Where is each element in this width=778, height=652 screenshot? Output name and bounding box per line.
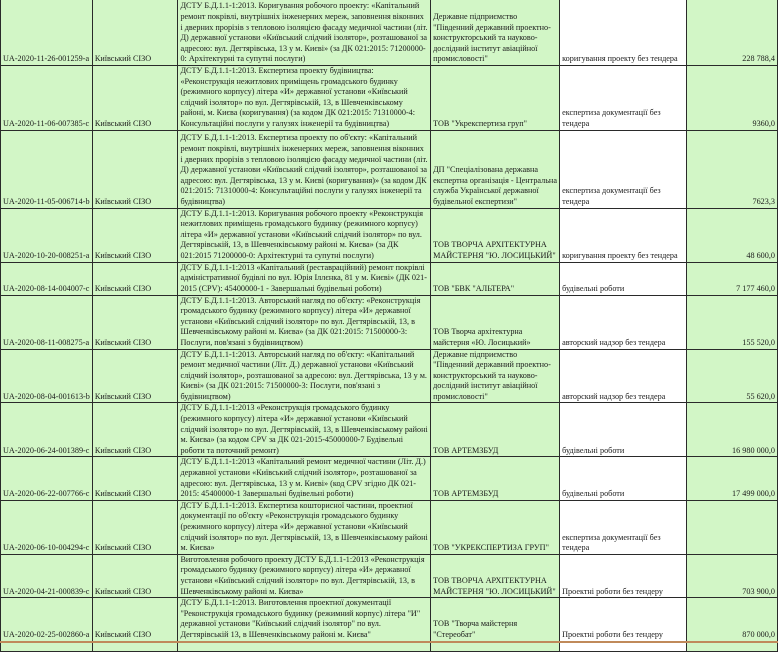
empty-cell: [92, 642, 178, 652]
supplier-cell[interactable]: Державне підприємство "Південний державний проектно-конструкторський та науково-дослідний інститут авіаційної промисловості": [431, 349, 560, 403]
amount-cell[interactable]: 7 177 460,0: [686, 262, 777, 295]
procedure-cell[interactable]: будівельні роботи: [560, 403, 687, 457]
procedure-cell[interactable]: будівельні роботи: [560, 457, 687, 500]
subject-cell[interactable]: ДСТУ Б.Д.1.1-1:2013 «Реконструкція громадського будинку (режимного корпусу) літера «И» державної установи «Київський слідчий ізолятор» по вул. Дегтярівській, 13, в Шевченківському районі м. Києва» (за кодом CPV за ДК 021-2015-45000000-7 Будівельні роботи та поточний ремонт): [178, 403, 431, 457]
tender-id-cell[interactable]: UA-2020-10-20-008251-a: [1, 208, 93, 262]
supplier-cell[interactable]: ТОВ АРТЕМЗБУД: [431, 457, 560, 500]
amount-cell[interactable]: 155 520,0: [686, 295, 777, 349]
table-row: [1, 295, 778, 349]
amount-cell[interactable]: 228 788,4: [686, 0, 777, 66]
empty-cell: [178, 642, 431, 652]
table-row-partial: [1, 642, 778, 652]
customer-cell[interactable]: Київський СІЗО: [92, 500, 178, 554]
supplier-cell[interactable]: ТОВ "БВК "АЛЬТЕРА": [431, 262, 560, 295]
amount-cell[interactable]: [686, 500, 777, 554]
tender-id-cell[interactable]: UA-2020-11-05-006714-b: [1, 130, 93, 208]
tender-id-cell[interactable]: UA-2020-11-06-007385-c: [1, 66, 93, 131]
tender-id-cell[interactable]: UA-2020-08-04-001613-b: [1, 349, 93, 403]
subject-cell[interactable]: ДСТУ Б.Д.1.1-1:2013. Коригування робочого проекту «Реконструкція нежитлових приміщень громадського будинку (режимного корпусу) літера «И» державної установи «Київський слідчий ізолятор» по вул. Дегтярівській, 13, в Шевченківському районі м. Києва» (за ДК 021:2015 71200000-0: Архітектурні та супутні послуги): [178, 208, 431, 262]
amount-cell[interactable]: 870 000,0: [686, 598, 777, 642]
empty-cell: [1, 642, 93, 652]
subject-cell[interactable]: ДСТУ Б.Д.1.1-1:2013. Виготовлення проектної документації "Реконструкція громадського будинку (режимний корпус) літера "И" державної установи "Київський слідчий ізолятор" по вул. Дегтярівській 13, в Шевченківському районі м. Києва": [178, 598, 431, 642]
supplier-cell[interactable]: ДП "Спеціалізована державна експертна організація - Центральна служба Української державної будівельної експертизи": [431, 130, 560, 208]
subject-cell[interactable]: Виготовлення робочого проекту ДСТУ Б.Д.1.1-1:2013 «Реконструкція громадського будинку (режимного корпусу) літера «И» державної установи «Київський слідчий ізолятор» по вул. Дегтярівській, 13, в Шевченківському районі м. Києва»: [178, 554, 431, 597]
supplier-cell[interactable]: Державне підприємство "Південний державний проектно-конструкторський та науково-дослідний інститут авіаційної промисловості": [431, 0, 560, 66]
tender-id-cell[interactable]: UA-2020-04-21-000839-c: [1, 554, 93, 597]
procedure-cell[interactable]: Проектні роботи без тендеру: [560, 554, 687, 597]
table-row: [1, 457, 778, 500]
subject-cell[interactable]: ДСТУ Б.Д.1.1-1:2013 «Капітальний (реставраційний) ремонт покрівлі адміністративної будівлі по вул. Юрія Іллєнка, 81 у м. Києві» (ДК 021-2015 (CPV): 45400000-1 - Завершальні будівельні роботи): [178, 262, 431, 295]
subject-cell[interactable]: ДСТУ Б.Д.1.1-1:2013. Експертиза проекту будівництва: «Реконструкція нежитлових приміщень громадського будинку (режимного корпусу) літера «И» державної установи «Київський слідчий ізолятор» по вул. Дегтярівській, 13, в Шевченківському районі, м. Києва (коригування) (за кодом ДК 021:2015: 71310000-4: Консультаційні послуги у галузях інженерії та будівництва): [178, 66, 431, 131]
procedure-cell[interactable]: коригування проекту без тендера: [560, 0, 687, 66]
empty-cell: [431, 642, 560, 652]
procedure-cell[interactable]: експертиза документації без тендера: [560, 500, 687, 554]
subject-cell[interactable]: ДСТУ Б.Д.1.1-1:2013 «Капітальний ремонт медичної частини (Літ. Д.) державної установи «Київський слідчий ізолятор», розташованої за адресою: вул. Дегтярівська, 13 у м. Києві» (код CPV згідно ДК 021-2015: 45400000-1 Завершальні будівельні роботи): [178, 457, 431, 500]
supplier-cell[interactable]: ТОВ "Творча майстерня "Стереобат": [431, 598, 560, 642]
supplier-cell[interactable]: ТОВ "Укрекспертиза груп": [431, 66, 560, 131]
customer-cell[interactable]: Київський СІЗО: [92, 208, 178, 262]
tender-id-cell[interactable]: UA-2020-08-11-008275-a: [1, 295, 93, 349]
customer-cell[interactable]: Київський СІЗО: [92, 262, 178, 295]
amount-cell[interactable]: 17 499 000,0: [686, 457, 777, 500]
procedure-cell[interactable]: Проектні роботи без тендеру: [560, 598, 687, 642]
table-row: [1, 403, 778, 457]
procedure-cell[interactable]: коригування проекту без тендера: [560, 208, 687, 262]
table-body: [1, 0, 778, 652]
tender-id-cell[interactable]: UA-2020-06-24-001389-c: [1, 403, 93, 457]
supplier-cell[interactable]: ТОВ Творча архітектурна майстерня «Ю. Лосицький»: [431, 295, 560, 349]
table-row: [1, 500, 778, 554]
customer-cell[interactable]: Київський СІЗО: [92, 457, 178, 500]
subject-cell[interactable]: ДСТУ Б.Д.1.1-1:2013. Авторський нагляд по об'єкту: «Капітальний ремонт медичної частини (Літ. Д.) державної установи «Київський слідчий ізолятор», розташованої за адресою: вул. Дегтярівська, 13 у м. Києві» (за ДК 021:2015: 71500000-3: Послуги, пов'язані з будівництвом): [178, 349, 431, 403]
table-row: [1, 349, 778, 403]
tender-id-cell[interactable]: UA-2020-02-25-002860-a: [1, 598, 93, 642]
amount-cell[interactable]: 48 600,0: [686, 208, 777, 262]
customer-cell[interactable]: Київський СІЗО: [92, 403, 178, 457]
procedure-cell[interactable]: авторский надзор без тендера: [560, 349, 687, 403]
customer-cell[interactable]: Київський СІЗО: [92, 598, 178, 642]
table-row: [1, 554, 778, 597]
amount-cell[interactable]: 55 620,0: [686, 349, 777, 403]
customer-cell[interactable]: Київський СІЗО: [92, 349, 178, 403]
subject-cell[interactable]: ДСТУ Б.Д.1.1-1:2013. Коригування робочого проекту: «Капітальний ремонт покрівлі, внутрішніх інженерних мереж, заповнення віконних і дверних прорізів з тепловою ізоляцією фасаду медичної частини (літ. Д) державної установи «Київський слідчий ізолятор», розташованої за адресою: вул. Дегтярівська, 13 у м. Києві» (за ДК 021:2015: 71200000-0: Архітектурні та супутні послуги): [178, 0, 431, 66]
customer-cell[interactable]: Київський СІЗО: [92, 295, 178, 349]
supplier-cell[interactable]: ТОВ "УКРЕКСПЕРТИЗА ГРУП": [431, 500, 560, 554]
supplier-cell[interactable]: ТОВ ТВОРЧА АРХІТЕКТУРНА МАЙСТЕРНЯ "Ю. ЛОСИЦЬКИЙ": [431, 208, 560, 262]
tender-id-cell[interactable]: UA-2020-11-26-001259-a: [1, 0, 93, 66]
amount-cell[interactable]: 7623,3: [686, 130, 777, 208]
empty-cell: [686, 642, 777, 652]
subject-cell[interactable]: ДСТУ Б.Д.1.1-1:2013. Експертиза кошторисної частини, проектної документації по об'єкту «Реконструкція громадського будинку (режимного корпусу) літера «И» державної установи «Київський слідчий ізолятор» по вул. Дегтярівській, 13, в Шевченківському районі м. Києва»: [178, 500, 431, 554]
table-row: [1, 66, 778, 131]
empty-cell: [560, 642, 687, 652]
amount-cell[interactable]: 703 900,0: [686, 554, 777, 597]
supplier-cell[interactable]: ТОВ АРТЕМЗБУД: [431, 403, 560, 457]
procedure-cell[interactable]: будівельні роботи: [560, 262, 687, 295]
customer-cell[interactable]: Київський СІЗО: [92, 554, 178, 597]
procedure-cell[interactable]: експертиза документації без тендера: [560, 130, 687, 208]
table-row: [1, 0, 778, 66]
customer-cell[interactable]: Київський СІЗО: [92, 66, 178, 131]
customer-cell[interactable]: Київський СІЗО: [92, 130, 178, 208]
procedure-cell[interactable]: авторский надзор без тендера: [560, 295, 687, 349]
tender-id-cell[interactable]: UA-2020-06-10-004294-c: [1, 500, 93, 554]
subject-cell[interactable]: ДСТУ Б.Д.1.1-1:2013. Авторський нагляд по об'єкту: «Реконструкція громадського будинку (режимного корпусу) літера «И» державної установи «Київський слідчий ізолятор» по вул. Дегтярівській, 13, в Шевченківському районі м. Києва» (за ДК 021:2015: 71500000-3: Послуги, пов'язані з будівництвом): [178, 295, 431, 349]
table-row: [1, 208, 778, 262]
customer-cell[interactable]: Київський СІЗО: [92, 0, 178, 66]
table-row: [1, 130, 778, 208]
table-row: [1, 262, 778, 295]
tender-id-cell[interactable]: UA-2020-06-22-007766-c: [1, 457, 93, 500]
procedure-cell[interactable]: експертиза документації без тендера: [560, 66, 687, 131]
amount-cell[interactable]: 16 980 000,0: [686, 403, 777, 457]
subject-cell[interactable]: ДСТУ Б.Д.1.1-1:2013. Експертиза проекту по об'єкту: «Капітальний ремонт покрівлі, внутрішніх інженерних мереж, заповнення віконних і дверних прорізів з тепловою ізоляцією фасаду медичної частини (літ. Д) державної установи «Київський слідчий ізолятор», розташованої за адресою: вул. Дегтярівська, 13 у м. Києві (коригування)» (за кодом ДК 021:2015: 71310000-4: Консультаційні послуги у галузях інженерії та будівництва): [178, 130, 431, 208]
amount-cell[interactable]: 9360,0: [686, 66, 777, 131]
tender-id-cell[interactable]: UA-2020-08-14-004007-c: [1, 262, 93, 295]
supplier-cell[interactable]: ТОВ ТВОРЧА АРХІТЕКТУРНА МАЙСТЕРНЯ "Ю. ЛОСИЦЬКИЙ": [431, 554, 560, 597]
table-row: [1, 598, 778, 642]
